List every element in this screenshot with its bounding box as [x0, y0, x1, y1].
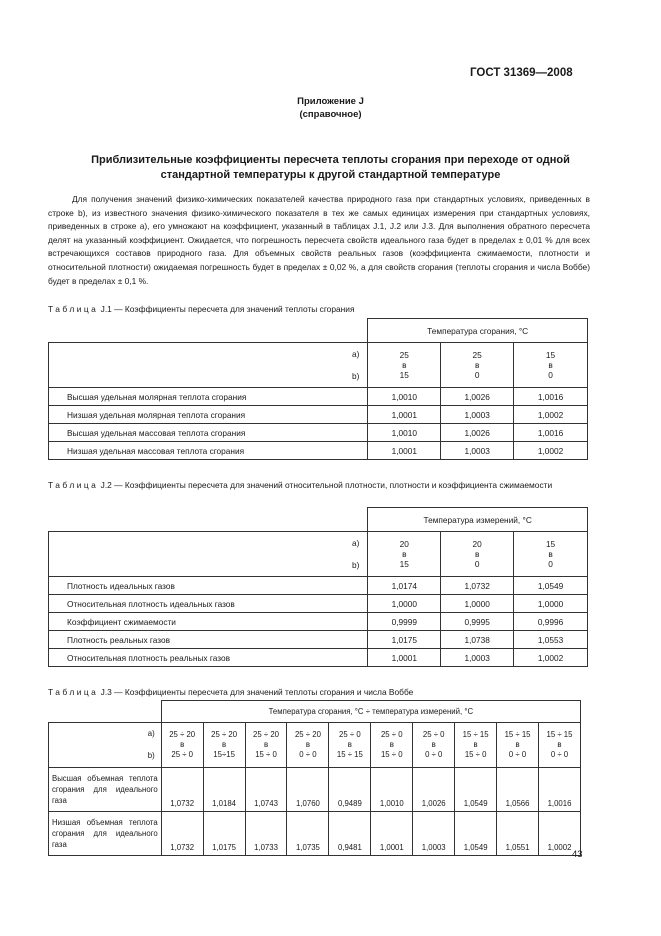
- to-temp: 15 ÷ 0: [380, 750, 403, 759]
- table-cell: 1,0010: [368, 388, 441, 406]
- from-temp: 15 ÷ 15: [504, 730, 531, 739]
- from-temp: 15: [545, 539, 556, 549]
- from-temp: 25 ÷ 20: [294, 730, 321, 739]
- table-row: [49, 812, 581, 856]
- standard-number: ГОСТ 31369—2008: [470, 67, 573, 79]
- table-cell: 1,0010: [371, 768, 413, 812]
- table-header-row: [49, 319, 588, 343]
- to-temp: 15 ÷ 15: [336, 750, 363, 759]
- table-cell: 1,0000: [441, 595, 514, 613]
- table-cell: 1,0738: [441, 631, 514, 649]
- table-cell: 1,0002: [514, 406, 588, 424]
- column-header: [368, 343, 441, 388]
- table-cell: 1,0732: [441, 577, 514, 595]
- table-cell: 1,0002: [514, 649, 588, 667]
- row-label: Высшая удельная массовая теплота сгорания: [49, 424, 368, 442]
- from-temp: 25 ÷ 0: [380, 730, 403, 739]
- to-temp: 0 ÷ 0: [299, 750, 317, 759]
- table-cell: 1,0001: [368, 649, 441, 667]
- column-header: [441, 343, 514, 388]
- from-temp: 15 ÷ 15: [462, 730, 489, 739]
- table-j3: [48, 700, 581, 856]
- row-label: Высшая объемная теплота сгорания для идеального газа: [49, 768, 162, 812]
- appendix-heading: [0, 95, 661, 121]
- label-a: a): [351, 349, 360, 359]
- to-temp: 0: [548, 559, 553, 569]
- column-header: [514, 532, 588, 577]
- to-word: в: [474, 360, 480, 370]
- from-temp: 15 ÷ 15: [546, 730, 573, 739]
- table-cell: 1,0026: [413, 768, 455, 812]
- table-cell: 1,0001: [368, 442, 441, 460]
- row-label: Плотность реальных газов: [49, 631, 368, 649]
- table-cell: 1,0001: [368, 406, 441, 424]
- table2-caption-prefix: Таблица: [48, 480, 99, 490]
- label-a: a): [147, 729, 155, 738]
- to-temp: 25 ÷ 0: [171, 750, 193, 759]
- label-b: b): [351, 371, 360, 381]
- column-header: [441, 532, 514, 577]
- label-b: b): [147, 751, 155, 760]
- table-cell: 1,0174: [368, 577, 441, 595]
- table-cell: 1,0175: [368, 631, 441, 649]
- table-header-row: [49, 532, 588, 577]
- table-row: [49, 577, 588, 595]
- to-temp: 0: [548, 370, 553, 380]
- table-cell: 0,9996: [514, 613, 588, 631]
- table-j1: [48, 318, 588, 460]
- to-temp: 0: [474, 370, 480, 380]
- to-word: в: [347, 740, 352, 749]
- column-header: [245, 723, 287, 768]
- from-temp: 25 ÷ 0: [339, 730, 361, 739]
- header-blank-cell: [49, 701, 162, 723]
- to-word: в: [473, 740, 478, 749]
- intro-paragraph: Для получения значений физико-химических показателей качества природного газа при стандартных условиях, приведенных в строке b), из известного значения физико-химического показателя в тех же самых единицах измерения при стандартных условиях, приведенных в строке a), его умножают на коэффициент, указанный в таблицах J.1, J.2 или J.3. Для выполнения обратного пересчета делят на указанный коэффициент. Ожидается, что погрешность пересчета свойств идеального газа будет в пределах ± 0,01 % для всех встречающихся составов природного газа. Для объемных свойств реальных газов (коэффициента сжимаемости, плотности и относительной плотности) ожидаемая погрешность будет в пределах ± 0,02 %, а для свойств сгорания (теплоты сгорания и числа Воббе) будет в пределах ± 0,1 %.: [48, 194, 590, 286]
- table1-group-header: Температура сгорания, °С: [368, 319, 588, 343]
- column-header: [455, 723, 497, 768]
- to-word: в: [402, 549, 407, 559]
- row-label: Плотность идеальных газов: [49, 577, 368, 595]
- main-title: [60, 153, 601, 183]
- table-header-row: [49, 701, 581, 723]
- from-temp: 20: [399, 539, 409, 549]
- table-cell: 1,0760: [287, 768, 329, 812]
- column-header: [368, 532, 441, 577]
- row-label: Относительная плотность реальных газов: [49, 649, 368, 667]
- table-cell: 1,0002: [514, 442, 588, 460]
- from-temp: 25: [472, 350, 482, 360]
- column-header: [203, 723, 245, 768]
- to-word: в: [389, 740, 394, 749]
- to-temp: 0 ÷ 0: [550, 750, 569, 759]
- table-cell: 1,0016: [514, 424, 588, 442]
- table-cell: 1,0003: [413, 812, 455, 856]
- table-cell: 1,0002: [539, 812, 581, 856]
- to-word: в: [305, 740, 311, 749]
- row-label: Низшая удельная массовая теплота сгорания: [49, 442, 368, 460]
- main-title-line-1: Приблизительные коэффициенты пересчета теплоты сгорания при переходе от одной: [91, 154, 570, 166]
- to-temp: 15: [399, 370, 409, 380]
- table-cell: 1,0003: [441, 406, 514, 424]
- table-header-row: [49, 723, 581, 768]
- appendix-subtitle: (справочное): [299, 109, 362, 120]
- row-label: Высшая удельная молярная теплота сгорания: [49, 388, 368, 406]
- table-cell: 1,0551: [497, 812, 539, 856]
- table-cell: 1,0549: [455, 812, 497, 856]
- table3-caption-prefix: Таблица: [48, 687, 99, 697]
- table-row: [49, 631, 588, 649]
- from-temp: 25 ÷ 20: [211, 730, 238, 739]
- from-temp: 25 ÷ 20: [169, 730, 196, 739]
- header-blank-cell: [49, 319, 368, 343]
- table-row: [49, 649, 588, 667]
- table-cell: 1,0549: [514, 577, 588, 595]
- row-label: Относительная плотность идеальных газов: [49, 595, 368, 613]
- intro-text: [48, 193, 590, 288]
- table-row: [49, 768, 581, 812]
- to-word: в: [402, 360, 407, 370]
- table-row: [49, 442, 588, 460]
- to-temp: 15: [399, 559, 409, 569]
- table-cell: 1,0003: [441, 649, 514, 667]
- row-label-cell: [49, 532, 368, 577]
- table1-caption: [48, 303, 588, 315]
- table-cell: 0,9481: [329, 812, 371, 856]
- table2-caption-text: J.2 — Коэффициенты пересчета для значений относительной плотности, плотности и коэффициента сжимаемости: [98, 480, 553, 490]
- table-cell: 1,0733: [245, 812, 287, 856]
- label-a: a): [351, 538, 360, 548]
- table-header-row: [49, 343, 588, 388]
- table-cell: 1,0566: [497, 768, 539, 812]
- column-header: [539, 723, 581, 768]
- appendix-title: Приложение J: [297, 96, 364, 107]
- to-word: в: [431, 740, 436, 749]
- table-cell: 1,0184: [203, 768, 245, 812]
- table-cell: 1,0000: [368, 595, 441, 613]
- table-cell: 1,0010: [368, 424, 441, 442]
- row-label: Низшая удельная молярная теплота сгорания: [49, 406, 368, 424]
- row-label: Коэффициент сжимаемости: [49, 613, 368, 631]
- row-label-cell: [49, 343, 368, 388]
- column-header: [161, 723, 203, 768]
- to-word: в: [548, 360, 553, 370]
- table-cell: 1,0735: [287, 812, 329, 856]
- table2-group-header: Температура измерений, °С: [368, 508, 588, 532]
- table2-caption: [48, 479, 588, 491]
- table-cell: 1,0732: [161, 768, 203, 812]
- label-b: b): [351, 560, 360, 570]
- to-word: в: [548, 549, 553, 559]
- table3-caption: [48, 686, 588, 698]
- column-header: [514, 343, 588, 388]
- to-temp: 15 ÷ 0: [255, 750, 277, 759]
- to-temp: 0 ÷ 0: [508, 750, 527, 759]
- table-cell: 1,0732: [161, 812, 203, 856]
- table-cell: 1,0000: [514, 595, 588, 613]
- from-temp: 20: [472, 539, 482, 549]
- to-word: в: [263, 740, 269, 749]
- page-number: 43: [572, 849, 583, 860]
- table-cell: 0,9489: [329, 768, 371, 812]
- to-temp: 15÷15: [213, 750, 235, 759]
- table-cell: 1,0026: [441, 424, 514, 442]
- row-label-cell: [49, 723, 162, 768]
- column-header: [287, 723, 329, 768]
- table1-caption-text: J.1 — Коэффициенты пересчета для значений теплоты сгорания: [98, 304, 355, 314]
- table-cell: 1,0553: [514, 631, 588, 649]
- table3-caption-text: J.3 — Коэффициенты пересчета для значений теплоты сгорания и числа Воббе: [98, 687, 414, 697]
- to-temp: 0: [474, 559, 480, 569]
- table1-caption-prefix: Таблица: [48, 304, 99, 314]
- to-word: в: [515, 740, 520, 749]
- table-cell: 1,0001: [371, 812, 413, 856]
- table-row: [49, 388, 588, 406]
- column-header: [329, 723, 371, 768]
- from-temp: 25: [399, 350, 409, 360]
- column-header: [413, 723, 455, 768]
- table-cell: 1,0003: [441, 442, 514, 460]
- table3-group-header: Температура сгорания, °С ÷ температура измерений, °С: [161, 701, 580, 723]
- main-title-line-2: стандартной температуры к другой стандартной температуре: [160, 169, 501, 181]
- table-j2: [48, 507, 588, 667]
- table-cell: 0,9995: [441, 613, 514, 631]
- table-cell: 1,0743: [245, 768, 287, 812]
- table-cell: 1,0016: [539, 768, 581, 812]
- table-row: [49, 424, 588, 442]
- to-temp: 0 ÷ 0: [425, 750, 443, 759]
- header-blank-cell: [49, 508, 368, 532]
- table-cell: 1,0175: [203, 812, 245, 856]
- table-cell: 1,0016: [514, 388, 588, 406]
- row-label: Низшая объемная теплота сгорания для идеального газа: [49, 812, 162, 856]
- table-row: [49, 595, 588, 613]
- from-temp: 25 ÷ 0: [422, 730, 445, 739]
- table-row: [49, 613, 588, 631]
- column-header: [497, 723, 539, 768]
- table-cell: 1,0549: [455, 768, 497, 812]
- table-header-row: [49, 508, 588, 532]
- table-cell: 1,0026: [441, 388, 514, 406]
- to-word: в: [222, 740, 227, 749]
- from-temp: 25 ÷ 20: [253, 730, 279, 739]
- column-header: [371, 723, 413, 768]
- table-row: [49, 406, 588, 424]
- to-word: в: [557, 740, 562, 749]
- to-word: в: [474, 549, 480, 559]
- to-temp: 15 ÷ 0: [464, 750, 487, 759]
- table-cell: 0,9999: [368, 613, 441, 631]
- to-word: в: [180, 740, 185, 749]
- from-temp: 15: [545, 350, 556, 360]
